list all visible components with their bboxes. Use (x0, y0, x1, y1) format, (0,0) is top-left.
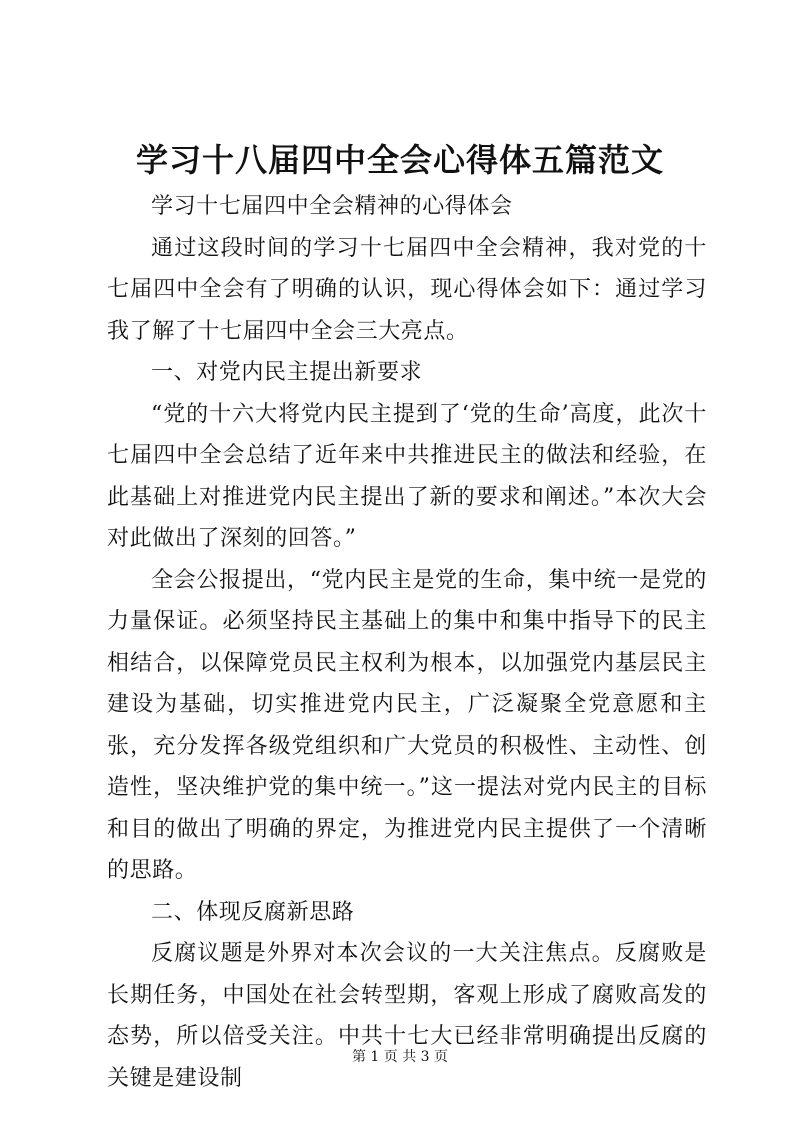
document-body (107, 186, 707, 1099)
section-heading-2: 二、体现反腐新思路 (151, 899, 355, 925)
page-footer: 第 1 页 共 3 页 (351, 1049, 449, 1065)
section-heading-1: 一、对党内民主提出新要求 (151, 360, 423, 385)
paragraph-intro: 通过这段时间的学习十七届四中全会精神，我对党的十七届四中全会有了明确的认识，现心得体会如下：通过学习我了解了十七届四中全会三大亮点。 (107, 235, 707, 344)
paragraph-subtitle: 学习十七届四中全会精神的心得体会 (151, 194, 513, 219)
document-title: 学习十八届四中全会心得体五篇范文 (135, 141, 664, 179)
paragraph-communique: 全会公报提出，“党内民主是党的生命，集中统一是党的力量保证。必须坚持民主基础上的集中和集中指导下的民主相结合，以保障党员民主权利为根本，以加强党内基层民主建设为基础，切实推进党内民主，广泛凝聚全党意愿和主张，充分发挥各级党组织和广大党员的积极性、主动性、创造性，坚决维护党的集中统一。”这一提法对党内民主的目标和目的做出了明确的界定，为推进党内民主提供了一个清晰的思路。 (107, 567, 707, 883)
paragraph-anticorruption: 反腐议题是外界对本次会议的一大关注焦点。反腐败是长期任务，中国处在社会转型期，客观上形成了腐败高发的态势，所以倍受关注。中共十七大已经非常明确提出反腐的关键是建设制 (107, 941, 707, 1091)
paragraph-quote: “党的十六大将党内民主提到了‘党的生命’高度，此次十七届四中全会总结了近年来中共推进民主的做法和经验，在此基础上对推进党内民主提出了新的要求和阐述。”本次大会对此做出了深刻的回答。” (107, 401, 707, 551)
